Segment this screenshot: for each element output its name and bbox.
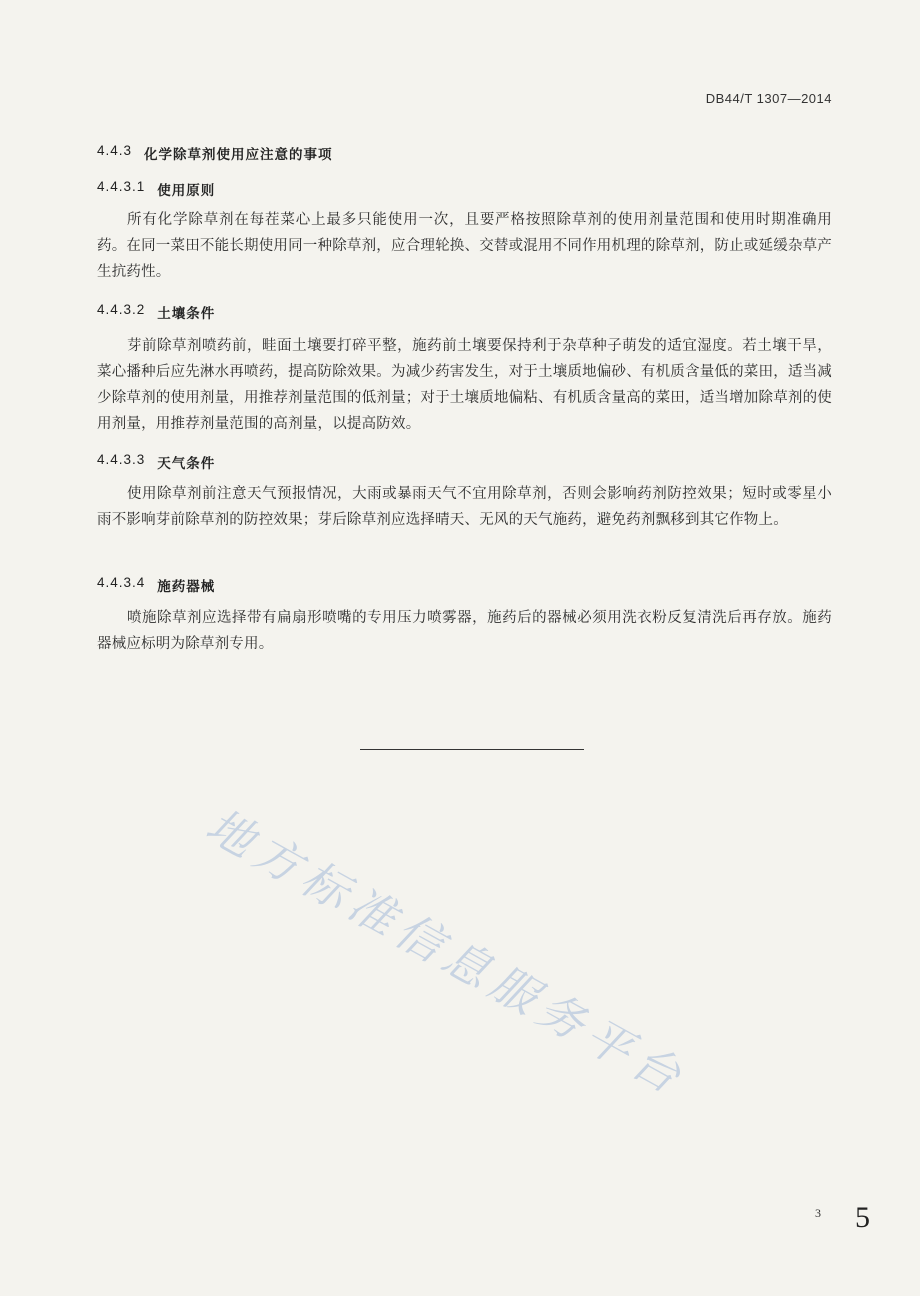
section-body-4-4-3-1: 所有化学除草剂在每茬菜心上最多只能使用一次，且要严格按照除草剂的使用剂量范围和使用时期准确用药。在同一菜田不能长期使用同一种除草剂，应合理轮换、交替或混用不同作用机理的除草剂，防止或延缓杂草产生抗药性。 <box>97 212 832 280</box>
section-title: 施药器械 <box>157 579 216 595</box>
watermark-text: 地方标准信息服务平台 <box>197 797 696 1107</box>
section-number: 4.4.3.3 <box>97 452 146 467</box>
section-title: 化学除草剂使用应注意的事项 <box>144 147 333 163</box>
document-code: DB44/T 1307—2014 <box>705 91 832 106</box>
section-heading-4-4-3-4 <box>97 575 215 595</box>
section-title: 土壤条件 <box>157 306 216 322</box>
page-number: 3 <box>815 1206 821 1220</box>
section-heading-4-4-3-3 <box>97 452 215 472</box>
section-body-4-4-3-4: 喷施除草剂应选择带有扁扇形喷嘴的专用压力喷雾器，施药后的器械必须用洗衣粉反复清洗后再存放。施药器械应标明为除草剂专用。 <box>97 610 832 652</box>
section-body-4-4-3-3: 使用除草剂前注意天气预报情况，大雨或暴雨天气不宜用除草剂，否则会影响药剂防控效果；短时或零星小雨不影响芽前除草剂的防控效果；芽后除草剂应选择晴天、无风的天气施药，避免药剂飘移到其它作物上。 <box>97 486 832 528</box>
handwritten-page-number: 5 <box>855 1201 870 1234</box>
section-number: 4.4.3.1 <box>97 179 146 194</box>
section-heading-4-4-3 <box>97 143 333 163</box>
section-title: 天气条件 <box>157 456 216 472</box>
section-number: 4.4.3 <box>97 143 133 158</box>
end-of-document-line <box>360 749 584 750</box>
section-number: 4.4.3.2 <box>97 302 146 317</box>
section-number: 4.4.3.4 <box>97 575 146 590</box>
section-heading-4-4-3-2 <box>97 302 215 322</box>
section-title: 使用原则 <box>157 183 216 199</box>
section-body-4-4-3-2: 芽前除草剂喷药前，畦面土壤要打碎平整，施药前土壤要保持利于杂草种子萌发的适宜湿度。若土壤干旱，菜心播种后应先淋水再喷药，提高防除效果。为减少药害发生，对于土壤质地偏砂、有机质含量低的菜田，适当减少除草剂的使用剂量，用推荐剂量范围的低剂量；对于土壤质地偏粘、有机质含量高的菜田，适当增加除草剂的使用剂量，用推荐剂量范围的高剂量，以提高防效。 <box>97 338 832 432</box>
section-heading-4-4-3-1 <box>97 179 215 199</box>
